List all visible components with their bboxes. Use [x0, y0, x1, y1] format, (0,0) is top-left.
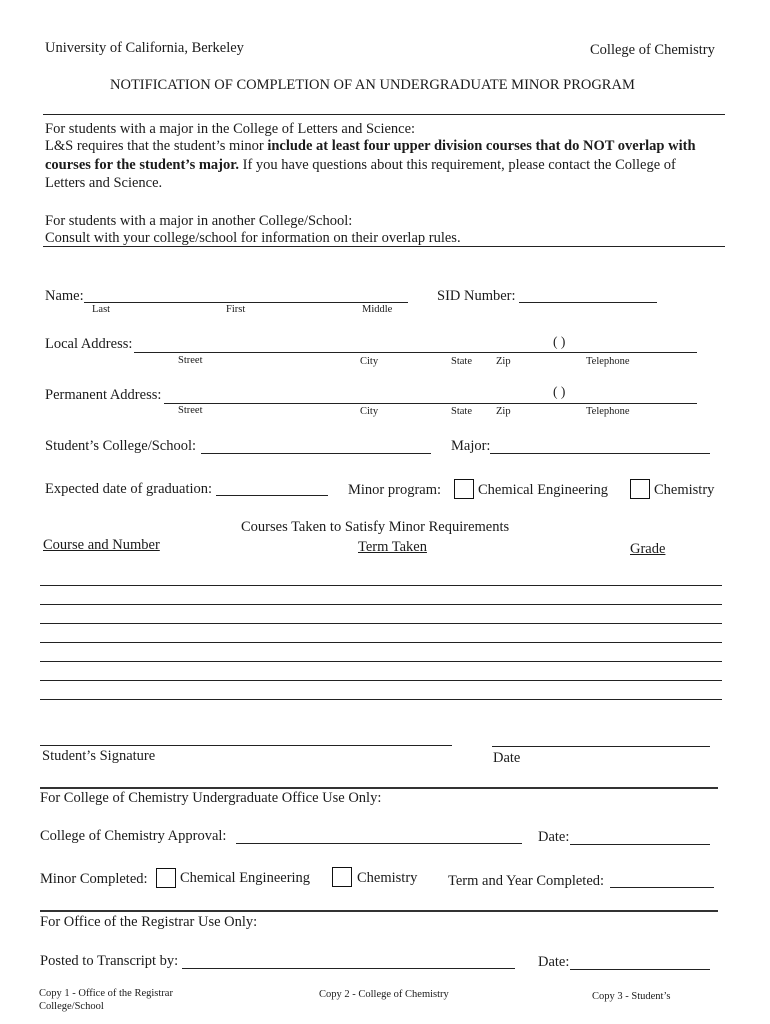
permanent-street-caption: Street	[178, 405, 203, 416]
course-row-5[interactable]	[40, 647, 722, 662]
name-middle-caption: Middle	[362, 304, 393, 315]
student-signature-label: Student’s Signature	[42, 748, 156, 764]
permanent-address-field[interactable]	[164, 389, 554, 404]
signature-date-field[interactable]	[492, 729, 710, 745]
name-field[interactable]	[84, 288, 408, 303]
name-last-caption: Last	[92, 304, 111, 315]
posted-transcript-label: Posted to Transcript by:	[40, 953, 179, 969]
name-first-caption: First	[226, 304, 246, 315]
grade-header: Grade	[630, 541, 666, 557]
signature-date-line	[492, 746, 710, 747]
completed-chemistry-option: Chemistry	[357, 870, 418, 886]
chem-approval-label: College of Chemistry Approval:	[40, 828, 227, 844]
university-name: University of California, Berkeley	[45, 40, 244, 56]
permanent-city-caption: City	[360, 406, 379, 417]
registrar-date-label: Date:	[538, 954, 570, 970]
college-name: College of Chemistry	[590, 42, 715, 58]
form-title: NOTIFICATION OF COMPLETION OF AN UNDERGRADUATE MINOR PROGRAM	[110, 77, 635, 93]
other-college-heading: For students with a major in another College/School:	[45, 213, 353, 229]
course-number-header: Course and Number	[43, 537, 160, 553]
signature-line	[40, 745, 452, 746]
local-state-caption: State	[451, 356, 472, 367]
permanent-telephone-field[interactable]	[552, 389, 697, 404]
local-telephone-caption: Telephone	[586, 356, 630, 367]
local-address-label: Local Address:	[45, 336, 133, 352]
name-label: Name:	[45, 288, 84, 304]
ls-requirement-line-1: L&S requires that the student’s minor include at least four upper division courses that do NOT overlap with	[45, 138, 696, 154]
local-telephone-field[interactable]	[552, 338, 697, 353]
chemical-engineering-checkbox[interactable]	[454, 479, 474, 499]
overlap-rules-note: Consult with your college/school for information on their overlap rules.	[45, 230, 461, 246]
permanent-telephone-caption: Telephone	[586, 406, 630, 417]
minor-program-label: Minor program:	[348, 482, 442, 498]
completed-chem-eng-option: Chemical Engineering	[180, 870, 311, 886]
permanent-address-label: Permanent Address:	[45, 387, 162, 403]
graduation-date-field[interactable]	[216, 481, 328, 496]
course-row-1[interactable]	[40, 571, 722, 586]
permanent-zip-caption: Zip	[496, 406, 511, 417]
copy-1-label: Copy 1 - Office of the Registrar	[39, 988, 173, 999]
student-signature-field[interactable]	[40, 728, 452, 744]
office-use-divider	[40, 787, 718, 789]
local-street-caption: Street	[178, 355, 203, 366]
chem-approval-date-label: Date:	[538, 829, 570, 845]
chemical-engineering-option: Chemical Engineering	[478, 482, 609, 498]
student-college-label: Student’s College/School:	[45, 438, 197, 454]
ls-requirement-emphasis: include at least four upper division courses that do NOT overlap with	[267, 138, 696, 154]
signature-date-label: Date	[493, 750, 521, 766]
chem-approval-field[interactable]	[236, 829, 522, 844]
local-phone-parens: ( )	[553, 334, 566, 349]
term-year-field[interactable]	[610, 873, 714, 888]
ls-heading: For students with a major in the College of Letters and Science:	[45, 121, 416, 137]
chemistry-checkbox[interactable]	[630, 479, 650, 499]
local-address-field[interactable]	[134, 338, 554, 353]
completed-chemistry-checkbox[interactable]	[332, 867, 352, 887]
course-row-3[interactable]	[40, 609, 722, 624]
minor-completed-label: Minor Completed:	[40, 871, 148, 887]
permanent-state-caption: State	[451, 406, 472, 417]
courses-title: Courses Taken to Satisfy Minor Requirements	[241, 519, 510, 535]
ls-requirement-line-2: courses for the student’s major. If you have questions about this requirement, please contact the College of	[45, 157, 676, 173]
header-divider	[43, 114, 725, 115]
posted-transcript-field[interactable]	[182, 954, 515, 969]
sid-field[interactable]	[519, 288, 657, 303]
copy-2-label: Copy 2 - College of Chemistry	[319, 989, 449, 1000]
local-city-caption: City	[360, 356, 379, 367]
term-year-label: Term and Year Completed:	[448, 873, 605, 889]
instructions-divider	[43, 246, 725, 247]
permanent-phone-parens: ( )	[553, 384, 566, 399]
chem-office-heading: For College of Chemistry Undergraduate Office Use Only:	[40, 790, 382, 806]
sid-label: SID Number:	[437, 288, 516, 304]
term-taken-header: Term Taken	[358, 539, 427, 555]
registrar-date-field[interactable]	[570, 955, 710, 970]
ls-requirement-line-3: Letters and Science.	[45, 175, 163, 191]
course-row-2[interactable]	[40, 590, 722, 605]
registrar-heading: For Office of the Registrar Use Only:	[40, 914, 258, 930]
copy-1-label-line-2: College/School	[39, 1001, 104, 1012]
copy-3-label: Copy 3 - Student’s	[592, 991, 671, 1002]
completed-chem-eng-checkbox[interactable]	[156, 868, 176, 888]
local-zip-caption: Zip	[496, 356, 511, 367]
student-college-field[interactable]	[201, 439, 431, 454]
chem-approval-date-field[interactable]	[570, 830, 710, 845]
graduation-date-label: Expected date of graduation:	[45, 481, 213, 497]
course-row-4[interactable]	[40, 628, 722, 643]
ls-requirement-emphasis-2: courses for the student’s major.	[45, 157, 239, 173]
major-label: Major:	[451, 438, 491, 454]
chemistry-option: Chemistry	[654, 482, 715, 498]
registrar-divider	[40, 910, 718, 912]
course-row-7[interactable]	[40, 685, 722, 700]
course-row-6[interactable]	[40, 666, 722, 681]
major-field[interactable]	[490, 439, 710, 454]
